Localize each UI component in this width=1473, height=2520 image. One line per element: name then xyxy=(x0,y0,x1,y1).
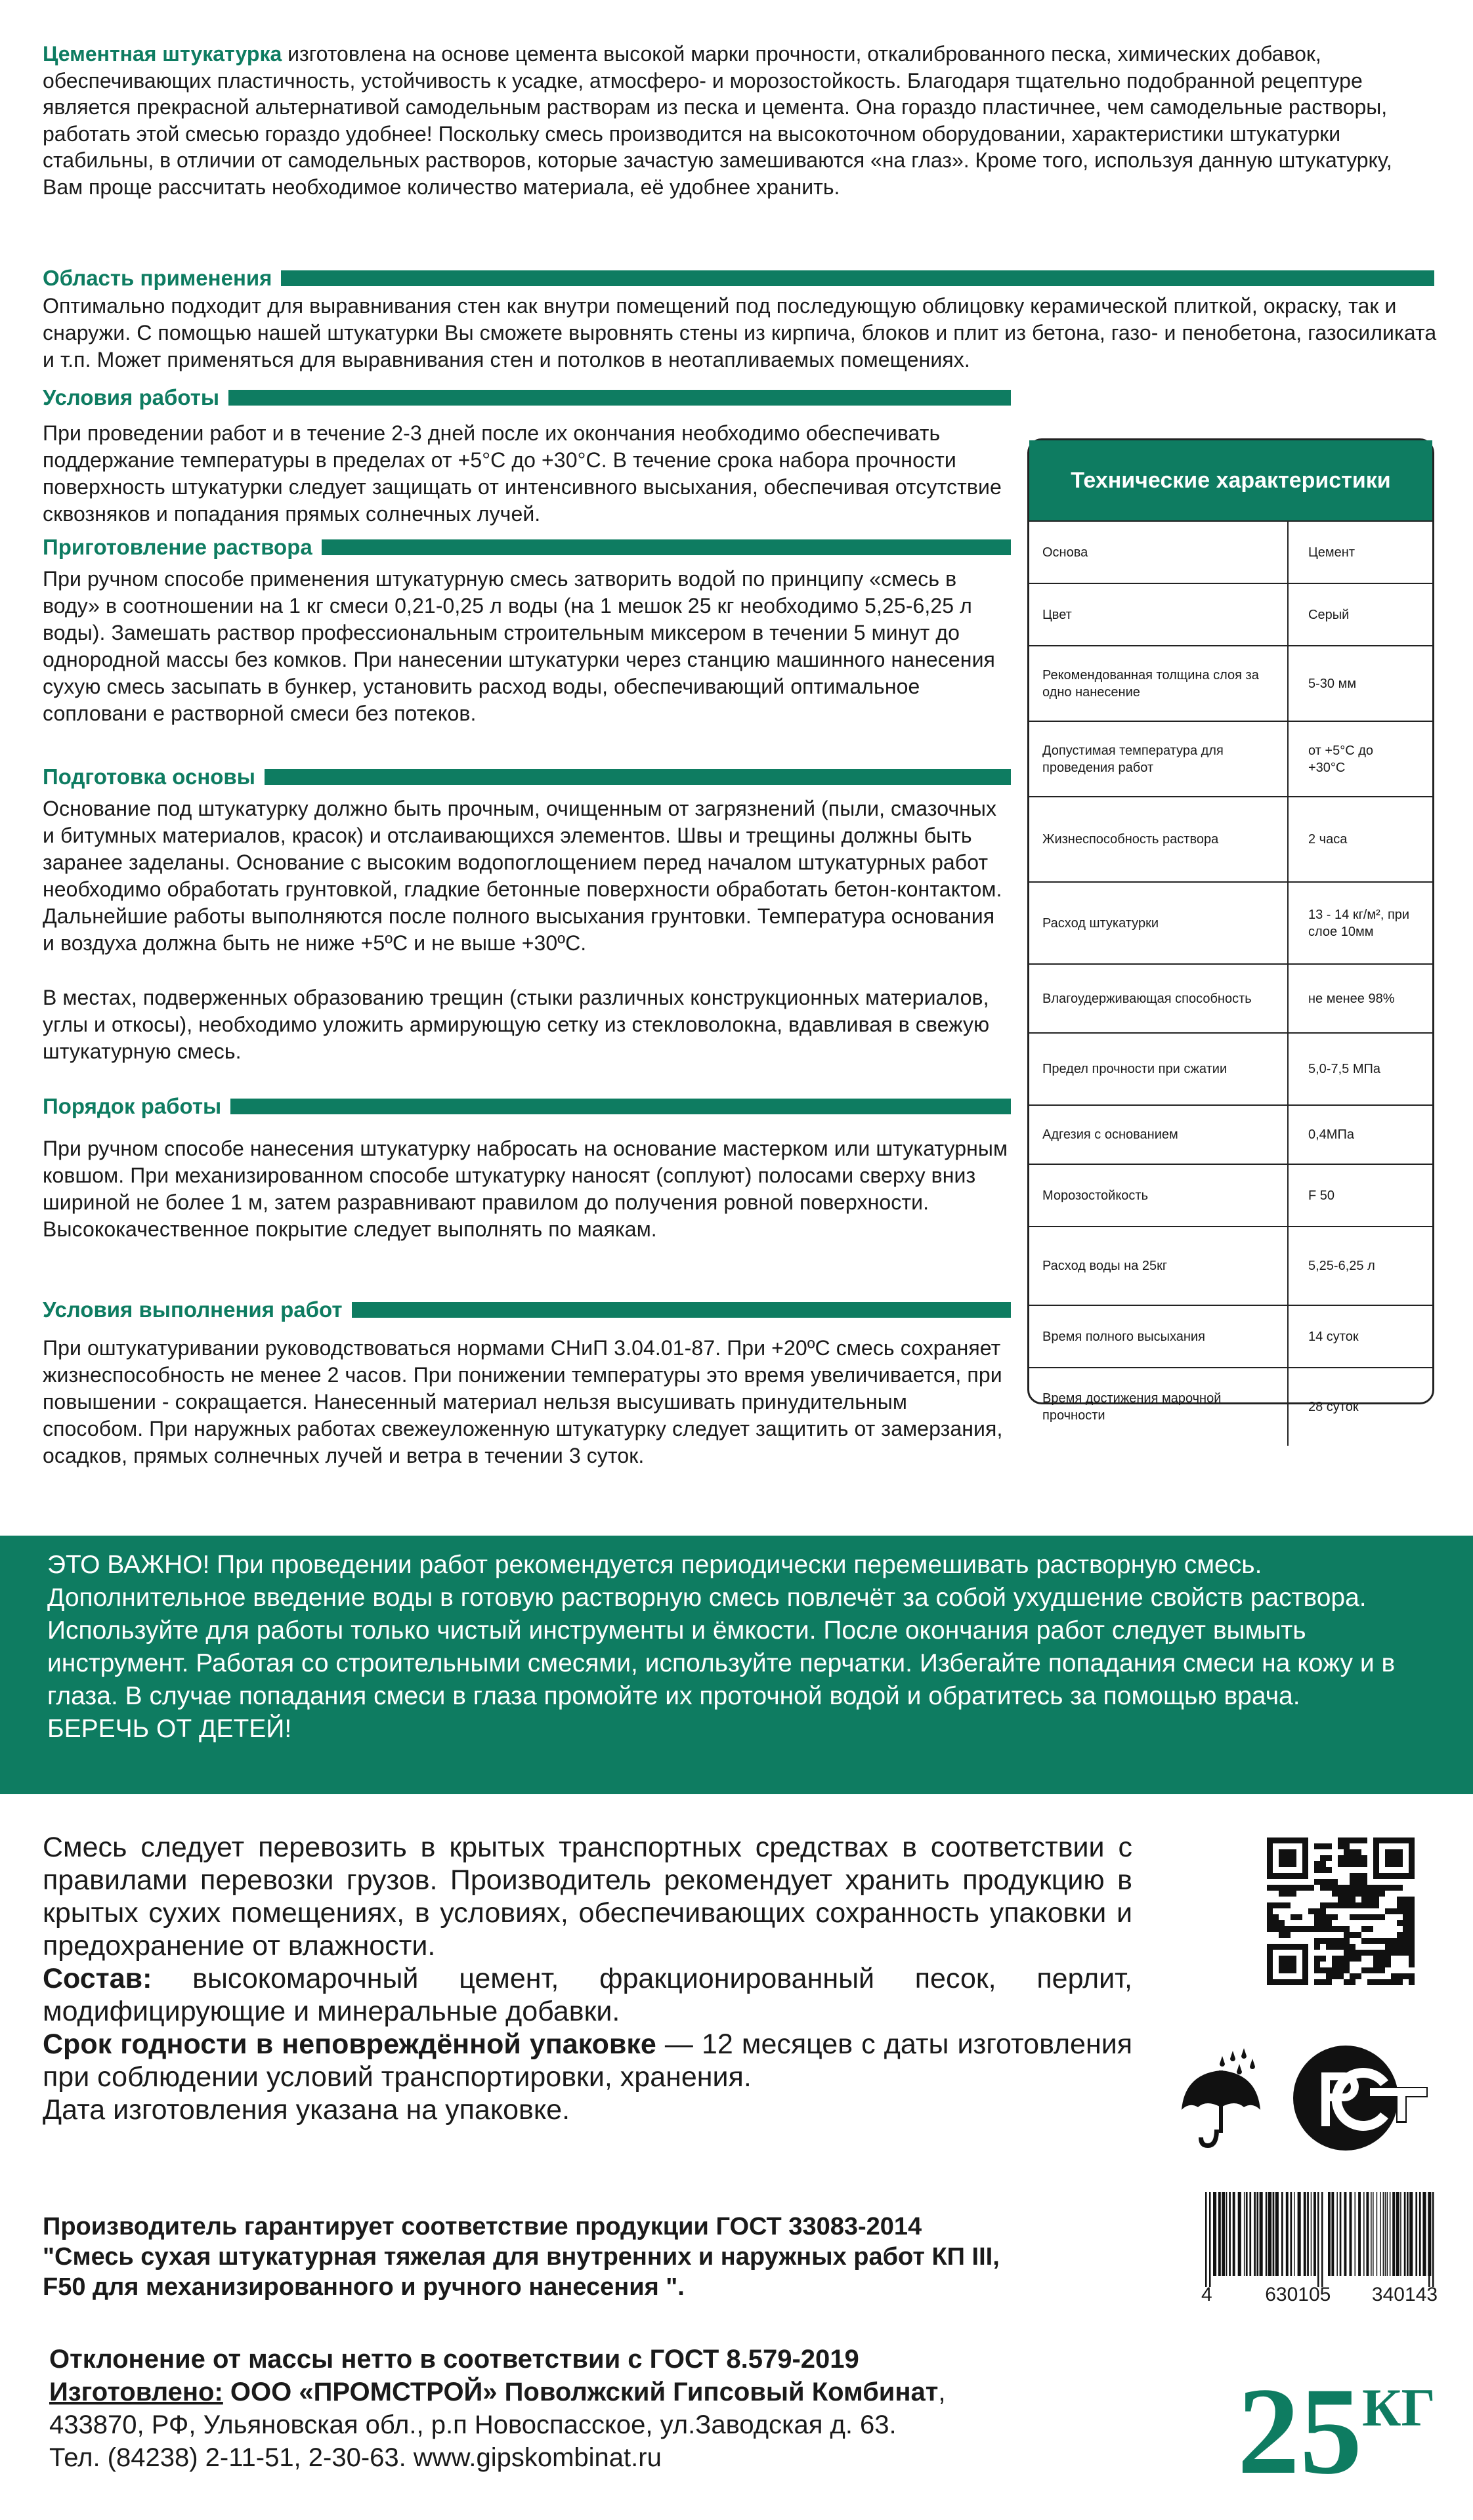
tech-row xyxy=(1029,1104,1432,1164)
transport-text: Смесь следует перевозить в крытых транспортных средствах в соответствии с правилами перевозки грузов. Производитель рекомендует хранить продукцию в крытых сухих помещениях, в условиях, обеспечивающих сохранность упаковки и предохранение от влажности. xyxy=(43,1832,1132,1962)
section-area-header xyxy=(43,264,1434,293)
intro-text: изготовлена на основе цемента высокой марки прочности, откалиброванного песка, химических добавок, обеспечивающих пластичность, устойчивость к усадке, атмосферо- и морозостойкость. Благодаря тщательно подобранной рецептуре является прекрасной альтернативой самодельным растворам из песка и цемента. Она гораздо пластичнее, чем самодельные растворы, работать этой смесью гораздо удобнее! Поскольку смесь производится на высокоточном оборудовании, характеристики штукатурки стабильны, в отличии от самодельных растворов, которые зачастую замешиваются «на глаз». Кроме того, используя данную штукатурку, Вам проще рассчитать необходимое количество материала, её удобнее хранить. xyxy=(43,42,1392,199)
tech-row-value: 2 часа xyxy=(1308,832,1348,847)
tech-row-value: Цемент xyxy=(1308,545,1355,560)
section-conditions-text: При проведении работ и в течение 2-3 дней после их окончания необходимо обеспечивать поддержание температуры в пределах от +5°С до +30°С. В течение срока набора прочности поверхность штукатурки следует защищать от интенсивного высыхания, обеспечивая отсутствие сквозняков и попадания прямых солнечных лучей. xyxy=(43,421,1002,526)
section-exec-text: При оштукатуривании руководствоваться нормами СНиП 3.04.01-87. При +20ºС смесь сохраняет жизнеспособность не менее 2 часов. При понижении температуры это время увеличивается, при повышении - сокращается. Нанесенный материал нельзя высушивать принудительным способом. При наружных работах свежеуложенную штукатурку следует защитить от замерзания, осадков, прямых солнечных лучей и ветра в течении 3 суток. xyxy=(43,1336,1003,1467)
tech-specs-table xyxy=(1027,438,1434,1423)
tech-row-value: 5,0-7,5 МПа xyxy=(1308,1062,1380,1076)
tech-row-label: Жизнеспособность раствора xyxy=(1029,797,1289,881)
section-prep-title: Приготовление раствора xyxy=(43,535,312,559)
tech-row-label: Влагоудерживающая способность xyxy=(1029,965,1289,1032)
ean-barcode xyxy=(1201,2192,1438,2317)
section-prep-header xyxy=(43,533,1011,562)
shelf-life-label: Срок годности в неповреждённой упаковке xyxy=(43,2028,656,2060)
warning-body: ЭТО ВАЖНО! При проведении работ рекомендуется периодически перемешивать растворную смесь. Дополнительное введение воды в готовую растворную смесь повлечёт за собой ухудшение свойств раствора. Используйте для работы только чистый инструменты и ёмкости. После окончания работ следует вымыть инструмент. Работая со строительными смесями, используйте перчатки. Избегайте попадания смеси на кожу и в глаза. В случае попадания смеси в глаза промойте их проточной водой и обратитесь за помощью врача. xyxy=(47,1551,1396,1710)
section-prep-text: При ручном способе применения штукатурную смесь затворить водой по принципу «смесь в воду» в соотношении на 1 кг смеси 0,21-0,25 л воды (на 1 мешок 25 кг необходимо 5,25-6,25 л воды). Замешать раствор профессиональным строительным миксером в течении 5 минут до однородной массы без комков. При нанесении штукатурки через станцию машинного нанесения сухую смесь засыпать в бункер, установить расход воды, обеспечивающий оптимальное сопловани е растворной смеси без потеков. xyxy=(43,567,995,725)
tech-row-value: 5-30 мм xyxy=(1308,676,1357,691)
composition-value: высокомарочный цемент, фракционированный песок, перлит, модифицирующие и минеральные добавки. xyxy=(43,1963,1132,2027)
tech-row-label: Допустимая температура для проведения работ xyxy=(1029,722,1289,796)
qr-code xyxy=(1267,1838,1415,1985)
tech-specs-title: Технические характеристики xyxy=(1029,440,1432,520)
shelf-life-text xyxy=(43,2028,1132,2093)
section-order-title: Порядок работы xyxy=(43,1094,222,1118)
tech-row-value: не менее 98% xyxy=(1308,991,1395,1006)
section-conditions-title: Условия работы xyxy=(43,385,220,410)
tech-row-value: F 50 xyxy=(1308,1188,1335,1203)
intro-title: Цементная штукатурка xyxy=(43,42,282,66)
tech-row-label: Расход воды на 25кг xyxy=(1029,1227,1289,1305)
warning-text xyxy=(47,1549,1432,1746)
composition-text xyxy=(43,1962,1132,2028)
intro-paragraph xyxy=(43,41,1438,200)
tech-specs-rows xyxy=(1029,520,1432,1446)
section-base-text-2: В местах, подверженных образованию трещин (стыки различных конструкционных материалов, углы и откосы), необходимо уложить армирующую сетку из стекловолокна, вдавливая в свежую штукатурную смесь. xyxy=(43,986,990,1063)
tech-row-value: 28 суток xyxy=(1308,1400,1359,1414)
manufacture-date-note: Дата изготовления указана на упаковке. xyxy=(43,2094,570,2126)
tech-row xyxy=(1029,1305,1432,1367)
storage-block xyxy=(43,1831,1132,2126)
tech-row xyxy=(1029,645,1432,721)
tech-row-label: Морозостойкость xyxy=(1029,1165,1289,1226)
made-by-label: Изготовлено: xyxy=(49,2378,223,2406)
net-weight xyxy=(1237,2362,1436,2500)
mass-deviation-text: Отклонение от массы нетто в соответствии с ГОСТ 8.579-2019 xyxy=(49,2345,859,2374)
tech-row-label: Время полного высыхания xyxy=(1029,1306,1289,1367)
section-divider xyxy=(265,769,1011,785)
tech-row-label: Предел прочности при сжатии xyxy=(1029,1034,1289,1104)
gost-line-1: Производитель гарантирует соответствие продукции ГОСТ 33083-2014 xyxy=(43,2213,922,2240)
tech-row-value: Серый xyxy=(1308,607,1350,622)
manufacturer-contacts: Тел. (84238) 2-11-51, 2-30-63. www.gipskombinat.ru xyxy=(49,2443,662,2472)
tech-row xyxy=(1029,796,1432,881)
tech-row-value: 14 суток xyxy=(1308,1329,1359,1344)
tech-row-label: Рекомендованная толщина слоя за одно нанесение xyxy=(1029,646,1289,721)
manufacturer-line: Изготовлено: ООО «ПРОМСТРОЙ» Поволжский Гипсовый Комбинат, xyxy=(49,2378,946,2406)
section-base-text: Основание под штукатурку должно быть прочным, очищенным от загрязнений (пыли, смазочных и битумных материалов, красок) и отслаивающихся элементов. Швы и трещины должны быть заранее заделаны. Основание с высоким водопоглощением перед началом штукатурных работ необходимо обработать грунтовкой, гладкие бетонные поверхности обработать бетон-контактом. Дальнейшие работы выполняются после полного высыхания грунтовки. Температура основания и воздуха должна быть не ниже +5ºС и не выше +30ºС. xyxy=(43,797,1002,955)
section-divider xyxy=(352,1302,1011,1318)
warning-banner xyxy=(0,1536,1473,1794)
section-divider xyxy=(228,390,1011,406)
tech-row xyxy=(1029,520,1432,583)
section-area-text: Оптимально подходит для выравнивания стен как внутри помещений под последующую облицовку керамической плиткой, окраску, так и снаружи. С помощью нашей штукатурки Вы сможете выровнять стены из кирпича, блоков и плит из бетона, газо- и пенобетона, газосиликата и т.п. Может применяться для выравнивания стен и потолков в неотапливаемых помещениях. xyxy=(43,294,1437,371)
manufacturer-address: 433870, РФ, Ульяновская обл., р.п Новоспасское, ул.Заводская д. 63. xyxy=(49,2410,897,2439)
section-exec-header xyxy=(43,1295,1011,1324)
tech-row xyxy=(1029,1164,1432,1226)
barcode-digits-right: 340143 xyxy=(1371,2284,1438,2305)
tech-row-label: Основа xyxy=(1029,522,1289,583)
tech-row xyxy=(1029,583,1432,645)
section-exec-title: Условия выполнения работ xyxy=(43,1297,343,1322)
tech-row-value: 5,25-6,25 л xyxy=(1308,1259,1375,1273)
manufacturer-name: ООО «ПРОМСТРОЙ» Поволжский Гипсовый Комбинат xyxy=(223,2378,939,2406)
section-conditions-header xyxy=(43,383,1011,412)
tech-row-value: 13 - 14 кг/м², при слое 10мм xyxy=(1308,907,1410,939)
section-base-header xyxy=(43,763,1011,791)
gost-line-2: "Смесь сухая штукатурная тяжелая для внутренних и наружных работ КП III, xyxy=(43,2243,1000,2271)
keep-away-from-children: БЕРЕЧЬ ОТ ДЕТЕЙ! xyxy=(47,1715,292,1743)
tech-row xyxy=(1029,1367,1432,1446)
gost-line-3: F50 для механизированного и ручного нанесения ". xyxy=(43,2273,685,2301)
section-area-title: Область применения xyxy=(43,266,272,290)
section-order-text: При ручном способе нанесения штукатурку набросать на основание мастерком или штукатурным ковшом. При механизированном способе штукатурку наносят (соплуют) полосами сверху вниз шириной не более 1 м, затем разравнивают правилом до получения ровной поверхности. Высококачественное покрытие следует выполнять по маякам. xyxy=(43,1137,1008,1241)
tech-row xyxy=(1029,963,1432,1032)
barcode-digit-left: 4 xyxy=(1201,2284,1212,2305)
tech-row-label: Время достижения марочной прочности xyxy=(1029,1368,1289,1446)
shelf-life-value: — 12 месяцев с даты изготовления при соблюдении условий транспортировки, хранения. xyxy=(43,2028,1132,2093)
tech-row-label: Расход штукатурки xyxy=(1029,883,1289,963)
net-weight-value: 25 xyxy=(1237,2362,1362,2500)
barcode-bars xyxy=(1201,2192,1438,2290)
tech-row xyxy=(1029,1032,1432,1104)
section-order-header xyxy=(43,1092,1011,1121)
rst-certification-icon xyxy=(1290,2041,1428,2156)
composition-label: Состав: xyxy=(43,1963,152,1994)
tech-row xyxy=(1029,1226,1432,1305)
net-weight-unit: КГ xyxy=(1362,2378,1436,2437)
tech-row xyxy=(1029,721,1432,796)
manufacturer-block xyxy=(49,2343,1205,2474)
barcode-digits-mid: 630105 xyxy=(1265,2284,1331,2305)
gost-block xyxy=(43,2212,1198,2302)
section-divider xyxy=(281,270,1434,286)
tech-row-label: Адгезия с основанием xyxy=(1029,1106,1289,1164)
keep-dry-umbrella-icon xyxy=(1175,2044,1267,2152)
section-divider xyxy=(322,539,1011,555)
tech-row-label: Цвет xyxy=(1029,584,1289,645)
section-divider xyxy=(230,1099,1011,1114)
barcode-digits xyxy=(1201,2284,1438,2306)
tech-row-value: от +5°С до +30°С xyxy=(1308,743,1373,775)
tech-row-value: 0,4МПа xyxy=(1308,1127,1354,1142)
section-base-title: Подготовка основы xyxy=(43,765,255,789)
tech-row xyxy=(1029,881,1432,963)
